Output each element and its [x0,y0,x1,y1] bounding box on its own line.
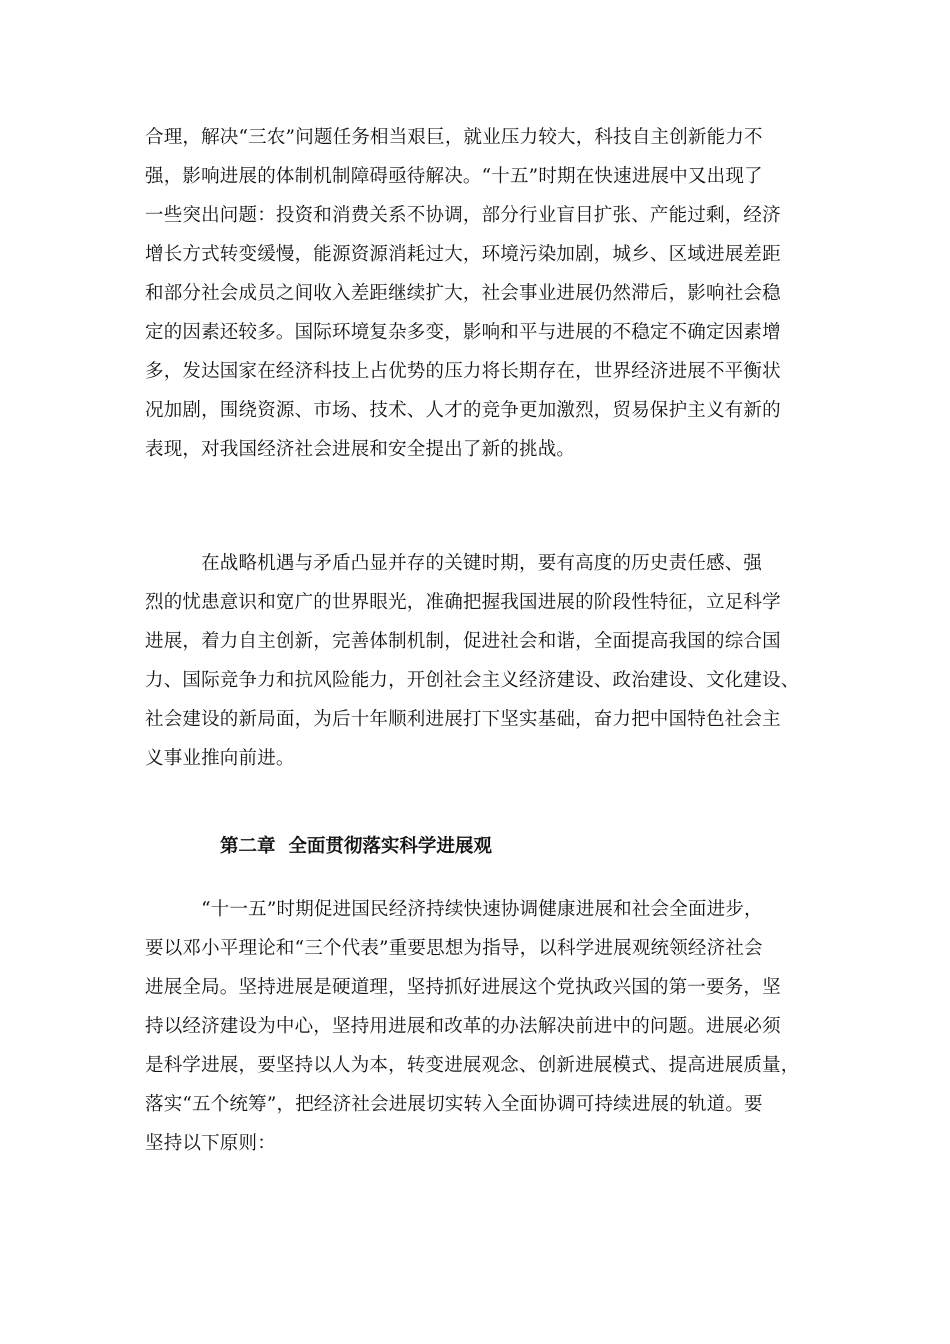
text-line: 持以经济建设为中心，坚持用进展和改革的办法解决前进中的问题。进展必须 [145,1016,781,1037]
paragraph-guiding-principles [145,890,810,1163]
text-line: 烈的忧患意识和宽广的世界眼光，准确把握我国进展的阶段性特征，立足科学 [145,592,781,613]
paragraph-challenges [145,118,810,469]
text-line: 落实“五个统筹”，把经济社会进展切实转入全面协调可持续进展的轨道。要 [145,1094,763,1115]
text-line: “十一五”时期促进国民经济持续快速协调健康进展和社会全面进步， [145,899,763,920]
text-line: 强，影响进展的体制机制障碍亟待解决。“十五”时期在快速进展中又出现了 [145,166,763,187]
text-line: 表现，对我国经济社会进展和安全提出了新的挑战。 [145,439,576,460]
text-line: 力、国际竞争力和抗风险能力，开创社会主义经济建设、政治建设、文化建设、 [145,670,800,691]
text-line: 一些突出问题：投资和消费关系不协调，部分行业盲目扩张、产能过剩，经济 [145,205,781,226]
text-line: 社会建设的新局面，为后十年顺利进展打下坚实基础，奋力把中国特色社会主 [145,709,781,730]
text-line: 和部分社会成员之间收入差距继续扩大，社会事业进展仍然滞后，影响社会稳 [145,283,781,304]
text-line: 合理，解决“三农”问题任务相当艰巨，就业压力较大，科技自主创新能力不 [145,127,763,148]
text-line: 义事业推向前进。 [145,748,295,769]
text-line: 进展全局。坚持进展是硬道理，坚持抓好进展这个党执政兴国的第一要务，坚 [145,977,781,998]
text-line: 定的因素还较多。国际环境复杂多变，影响和平与进展的不稳定不确定因素增 [145,322,781,343]
paragraph-strategic-period [145,544,810,778]
text-line: 况加剧，围绕资源、市场、技术、人才的竞争更加激烈，贸易保护主义有新的 [145,400,781,421]
text-line: 在战略机遇与矛盾凸显并存的关键时期，要有高度的历史责任感、强 [145,553,763,574]
text-line: 要以邓小平理论和“三个代表”重要思想为指导，以科学进展观统领经济社会 [145,938,763,959]
text-line: 坚持以下原则： [145,1133,276,1154]
text-line: 增长方式转变缓慢，能源资源消耗过大，环境污染加剧，城乡、区域进展差距 [145,244,781,265]
chapter-heading: 第二章 全面贯彻落实科学进展观 [220,836,492,857]
text-line: 进展，着力自主创新，完善体制机制，促进社会和谐，全面提高我国的综合国 [145,631,781,652]
text-line: 多，发达国家在经济科技上占优势的压力将长期存在，世界经济进展不平衡状 [145,361,781,382]
text-line: 是科学进展，要坚持以人为本，转变进展观念、创新进展模式、提高进展质量， [145,1055,800,1076]
